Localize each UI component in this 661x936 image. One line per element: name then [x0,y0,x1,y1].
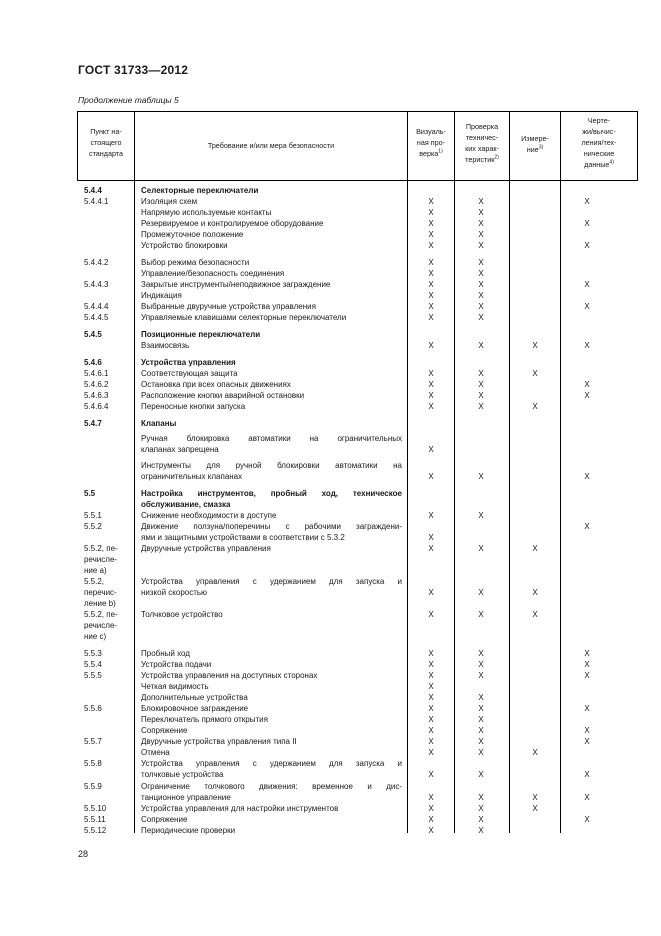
check-mark: X [584,660,590,669]
clause-number: 5.4.6.2 [84,380,109,389]
requirement-text: Управляемые клавишами селекторные переключатели [141,313,347,322]
check-mark: X [478,715,484,724]
check-mark: X [584,737,590,746]
check-mark: X [428,402,434,411]
table-caption: Продолжение таблицы 5 [78,95,179,105]
clause-number: 5.4.4 [84,186,102,195]
table-row [0,703,661,714]
table-row [0,368,661,379]
clause-number: 5.4.4.1 [84,197,109,206]
table-row [0,532,661,543]
requirement-text: Сопряжение [141,726,188,735]
requirement-text: Позиционные переключатели [141,330,261,339]
check-mark: X [478,748,484,757]
table-row [0,444,661,455]
check-mark: X [428,793,434,802]
table-row [0,792,661,803]
requirement-text: Двуручные устройства управления типа II [141,737,297,746]
check-mark: X [428,704,434,713]
check-mark: X [428,511,434,520]
check-mark: X [428,380,434,389]
table-row [0,433,661,444]
table-row [0,648,661,659]
table-row [0,257,661,268]
requirement-text: танционное управление [141,793,231,802]
table-row [0,312,661,323]
check-mark: X [478,693,484,702]
check-mark: X [584,472,590,481]
clause-number: ние а) [84,566,107,575]
table-row [0,340,661,351]
check-mark: X [478,671,484,680]
table-row [0,471,661,482]
check-mark: X [478,660,484,669]
clause-number: речисле- [84,621,118,630]
check-mark: X [532,341,538,350]
clause-number: перечис- [84,588,117,597]
check-mark: X [428,660,434,669]
table-row [0,268,661,279]
check-mark: X [532,793,538,802]
clause-number: 5.5.9 [84,782,102,791]
table-row [0,499,661,510]
table-row [0,659,661,670]
table-row [0,196,661,207]
check-mark: X [478,341,484,350]
check-mark: X [478,770,484,779]
header-drawings: Черте- жи/вычис- ления/тех- нические данные$^{4)}$ [581,116,617,169]
clause-number: 5.5.3 [84,649,102,658]
check-mark: X [428,280,434,289]
table-row [0,736,661,747]
check-mark: X [478,402,484,411]
check-mark: X [428,770,434,779]
check-mark: X [478,544,484,553]
check-mark: X [478,472,484,481]
table-row [0,725,661,736]
table-row [0,631,661,642]
check-mark: X [478,704,484,713]
table-row [0,218,661,229]
requirement-text: Толчковое устройство [141,610,223,619]
table-row [0,670,661,681]
table-row [0,598,661,609]
check-mark: X [428,241,434,250]
clause-number: 5.5.6 [84,704,102,713]
table-row [0,565,661,576]
clause-number: 5.4.6 [84,358,102,367]
requirement-text: толчковые устройства [141,770,224,779]
check-mark: X [478,793,484,802]
requirement-text: клапанах запрещена [141,445,219,454]
table-row [0,692,661,703]
check-mark: X [584,241,590,250]
clause-number: 5.5.2, [84,577,105,586]
table-row [0,554,661,565]
check-mark: X [428,391,434,400]
requirement-text: Взаимосвязь [141,341,190,350]
check-mark: X [478,219,484,228]
requirement-text: Ручная блокировка автоматики на ограничительных [141,434,402,443]
requirement-text: Снижение необходимости в доступе [141,511,277,520]
table-row [0,587,661,598]
check-mark: X [584,341,590,350]
clause-number: речисле- [84,555,118,564]
requirement-text: Клапаны [141,419,177,428]
check-mark: X [428,804,434,813]
check-mark: X [532,402,538,411]
clause-number: 5.5.10 [84,804,107,813]
check-mark: X [428,726,434,735]
clause-number: 5.5.2 [84,522,102,531]
check-mark: X [584,380,590,389]
clause-number: ление b) [84,599,116,608]
check-mark: X [478,610,484,619]
requirement-text: обслуживание, смазка [141,500,231,509]
requirement-text: Отмена [141,748,170,757]
table-row [0,418,661,429]
requirement-text: Расположение кнопки аварийной остановки [141,391,305,400]
requirement-text: Напрямую используемые контакты [141,208,272,217]
check-mark: X [478,391,484,400]
check-mark: X [478,826,484,835]
check-mark: X [428,610,434,619]
header-clause-number: Пункт на- стоящего стандарта [88,127,123,158]
check-mark: X [584,770,590,779]
table-row [0,747,661,758]
check-mark: X [478,269,484,278]
page-title: ГОСТ 31733—2012 [78,63,189,77]
table-row [0,781,661,792]
table-row [0,609,661,620]
check-mark: X [478,380,484,389]
check-mark: X [532,804,538,813]
table-row [0,357,661,368]
table-row [0,825,661,836]
table-row [0,240,661,251]
check-mark: X [428,693,434,702]
clause-number: 5.5.2, пе- [84,610,118,619]
requirement-text: Устройства подачи [141,660,212,669]
check-mark: X [478,726,484,735]
clause-number: 5.5.11 [84,815,106,824]
check-mark: X [428,533,434,542]
clause-number: 5.5.2, пе- [84,544,118,553]
requirement-text: Движение ползуна/поперечины с рабочими заграждени- [141,522,402,531]
requirement-text: ями и защитными устройствами в соответствии с 5.3.2 [141,533,345,542]
clause-number: 5.5.4 [84,660,102,669]
table-row [0,290,661,301]
table-row [0,401,661,412]
requirement-text: Промежуточное положение [141,230,244,239]
table-row [0,185,661,196]
table-row [0,460,661,471]
check-mark: X [584,671,590,680]
requirement-text: Четкая видимость [141,682,209,691]
table-row [0,521,661,532]
check-mark: X [428,682,434,691]
check-mark: X [478,230,484,239]
clause-number: 5.5 [84,489,96,498]
clause-number: 5.4.4.5 [84,313,109,322]
check-mark: X [478,291,484,300]
check-mark: X [428,544,434,553]
header-measurement: Измере- ние$^{3)}$ [521,134,549,154]
requirement-text: Пробный ход [141,649,190,658]
check-mark: X [584,219,590,228]
check-mark: X [428,341,434,350]
table-row [0,543,661,554]
check-mark: X [428,369,434,378]
clause-number: ние с) [84,632,107,641]
check-mark: X [584,815,590,824]
requirement-text: Устройства управления на доступных сторонах [141,671,318,680]
table-row [0,379,661,390]
clause-number: 5.4.5 [84,330,102,339]
check-mark: X [428,826,434,835]
requirement-text: Устройства управления с удержанием для запуска и [141,759,402,768]
table-row [0,576,661,587]
check-mark: X [532,588,538,597]
table-row [0,620,661,631]
requirement-text: Изоляция схем [141,197,198,206]
table-row [0,714,661,725]
check-mark: X [478,588,484,597]
check-mark: X [478,302,484,311]
requirement-text: Переносные кнопки запуска [141,402,246,411]
check-mark: X [584,197,590,206]
check-mark: X [584,280,590,289]
check-mark: X [478,208,484,217]
table-row [0,769,661,780]
clause-number: 5.5.12 [84,826,107,835]
clause-number: 5.4.6.3 [84,391,109,400]
check-mark: X [478,649,484,658]
requirement-text: Устройства управления с удержанием для запуска и [141,577,402,586]
check-mark: X [428,269,434,278]
requirement-text: Индикация [141,291,182,300]
requirement-text: Выбор режима безопасности [141,258,250,267]
check-mark: X [584,649,590,658]
table-row [0,758,661,769]
check-mark: X [428,588,434,597]
requirement-text: низкой скоростью [141,588,208,597]
check-mark: X [428,208,434,217]
check-mark: X [428,445,434,454]
check-mark: X [478,815,484,824]
check-mark: X [428,815,434,824]
check-mark: X [428,649,434,658]
check-mark: X [478,511,484,520]
check-mark: X [584,391,590,400]
check-mark: X [428,302,434,311]
requirement-text: Соответствующая защита [141,369,238,378]
check-mark: X [478,280,484,289]
clause-number: 5.4.4.2 [84,258,109,267]
table-row [0,390,661,401]
requirement-text: Резервируемое и контролируемое оборудование [141,219,324,228]
check-mark: X [428,197,434,206]
check-mark: X [478,804,484,813]
check-mark: X [532,544,538,553]
table-row [0,329,661,340]
requirement-text: Устройства управления [141,358,236,367]
check-mark: X [532,369,538,378]
clause-number: 5.4.4.3 [84,280,109,289]
requirement-text: ограничительных клапанах [141,472,243,481]
check-mark: X [428,219,434,228]
check-mark: X [428,671,434,680]
check-mark: X [532,748,538,757]
header-visual-check: Визуаль- ная про- верка$^{1)}$ [416,127,446,158]
check-mark: X [428,258,434,267]
check-mark: X [428,313,434,322]
check-mark: X [428,748,434,757]
check-mark: X [584,302,590,311]
requirement-text: Остановка при всех опасных движениях [141,380,291,389]
header-performance-check: Проверка техничес- ких харак- теристик$^{2)}$ [465,122,499,164]
clause-number: 5.4.6.4 [84,402,109,411]
requirement-text: Управление/безопасность соединения [141,269,285,278]
requirement-text: Периодические проверки [141,826,236,835]
check-mark: X [584,522,590,531]
check-mark: X [478,313,484,322]
requirement-text: Селекторные переключатели [141,186,259,195]
requirement-text: Устройства управления для настройки инструментов [141,804,339,813]
header-requirement: Требование и/или мера безопасности [207,141,335,150]
table-row [0,681,661,692]
requirement-text: Сопряжение [141,815,188,824]
clause-number: 5.4.4.4 [84,302,109,311]
table-row [0,510,661,521]
check-mark: X [428,291,434,300]
table-row [0,488,661,499]
check-mark: X [532,610,538,619]
page-number: 28 [78,849,89,859]
table-row [0,207,661,218]
table-row [0,301,661,312]
check-mark: X [428,715,434,724]
check-mark: X [478,737,484,746]
requirement-text: Инструменты для ручной блокировки автоматики на [141,461,402,470]
table-row [0,279,661,290]
check-mark: X [428,230,434,239]
check-mark: X [478,369,484,378]
check-mark: X [478,258,484,267]
requirement-text: Настройка инструментов, пробный ход, техническое [141,489,402,498]
clause-number: 5.5.1 [84,511,102,520]
requirement-text: Устройство блокировки [141,241,228,250]
requirement-text: Дополнительные устройства [141,693,248,702]
requirement-text: Закрытые инструменты/неподвижное заграждение [141,280,331,289]
check-mark: X [584,726,590,735]
clause-number: 5.4.6.1 [84,369,109,378]
check-mark: X [584,704,590,713]
requirement-text: Переключатель прямого открытия [141,715,268,724]
check-mark: X [478,241,484,250]
clause-number: 5.5.7 [84,737,102,746]
table-row [0,229,661,240]
requirement-text: Ограничение толчкового движения: временное и дис- [141,782,402,791]
clause-number: 5.4.7 [84,419,102,428]
requirement-text: Двуручные устройства управления [141,544,271,553]
requirement-text: Блокировочное заграждение [141,704,249,713]
check-mark: X [428,472,434,481]
requirement-text: Выбранные двуручные устройства управления [141,302,316,311]
check-mark: X [428,737,434,746]
clause-number: 5.5.8 [84,759,102,768]
clause-number: 5.5.5 [84,671,102,680]
check-mark: X [478,197,484,206]
table-row [0,803,661,814]
table-row [0,814,661,825]
check-mark: X [584,793,590,802]
